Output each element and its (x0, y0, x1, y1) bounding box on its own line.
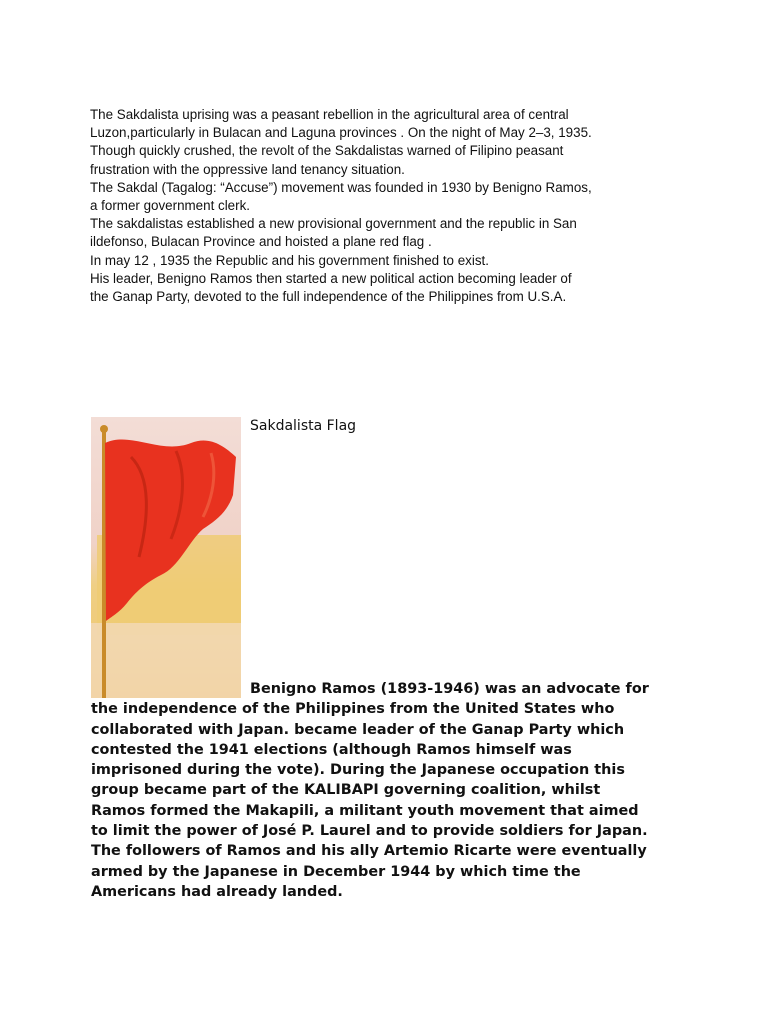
intro-line: frustration with the oppressive land tenancy situation. (90, 161, 405, 177)
flag-caption: Sakdalista Flag (250, 418, 357, 434)
sakdalista-flag-image (91, 417, 241, 698)
bio-line: collaborated with Japan. became leader of the Ganap Party which (91, 721, 625, 738)
intro-line: Though quickly crushed, the revolt of the Sakdalistas warned of Filipino peasant (90, 143, 564, 159)
bio-line: group became part of the KALIBAPI governing coalition, whilst (91, 782, 601, 799)
intro-line: ildefonso, Bulacan Province and hoisted a plane red flag . (90, 234, 432, 250)
intro-line: a former government clerk. (90, 198, 251, 214)
intro-line: The Sakdalista uprising was a peasant rebellion in the agricultural area of central (90, 107, 569, 122)
intro-line: His leader, Benigno Ramos then started a new political action becoming leader of (90, 270, 572, 286)
bio-line: Benigno Ramos (1893-1946) was an advocate for (250, 681, 649, 697)
intro-line: the Ganap Party, devoted to the full independence of the Philippines from U.S.A. (90, 289, 567, 305)
biography-text-block (91, 679, 691, 902)
intro-line: Luzon,particularly in Bulacan and Laguna provinces . On the night of May 2–3, 1935. (90, 125, 592, 141)
bio-line: The followers of Ramos and his ally Artemio Ricarte were eventually (91, 843, 647, 860)
intro-line: In may 12 , 1935 the Republic and his government finished to exist. (90, 252, 489, 268)
bio-line: Americans had already landed. (91, 883, 343, 900)
bio-line: the independence of the Philippines from the United States who (91, 701, 615, 718)
bio-line: contested the 1941 elections (although Ramos himself was (91, 741, 572, 758)
intro-line: The Sakdal (Tagalog: “Accuse”) movement was founded in 1930 by Benigno Ramos, (90, 179, 592, 195)
bio-line: to limit the power of José P. Laurel and to provide soldiers for Japan. (91, 823, 648, 840)
intro-line: The sakdalistas established a new provisional government and the republic in San (90, 216, 577, 232)
bio-line: Ramos formed the Makapili, a militant youth movement that aimed (91, 802, 639, 819)
bio-line: armed by the Japanese in December 1944 by which time the (91, 863, 581, 880)
red-flag-illustration (91, 417, 241, 698)
intro-text-block (90, 106, 690, 306)
bio-line: imprisoned during the vote). During the Japanese occupation this (91, 762, 625, 779)
flag-pole-finial (100, 425, 108, 433)
